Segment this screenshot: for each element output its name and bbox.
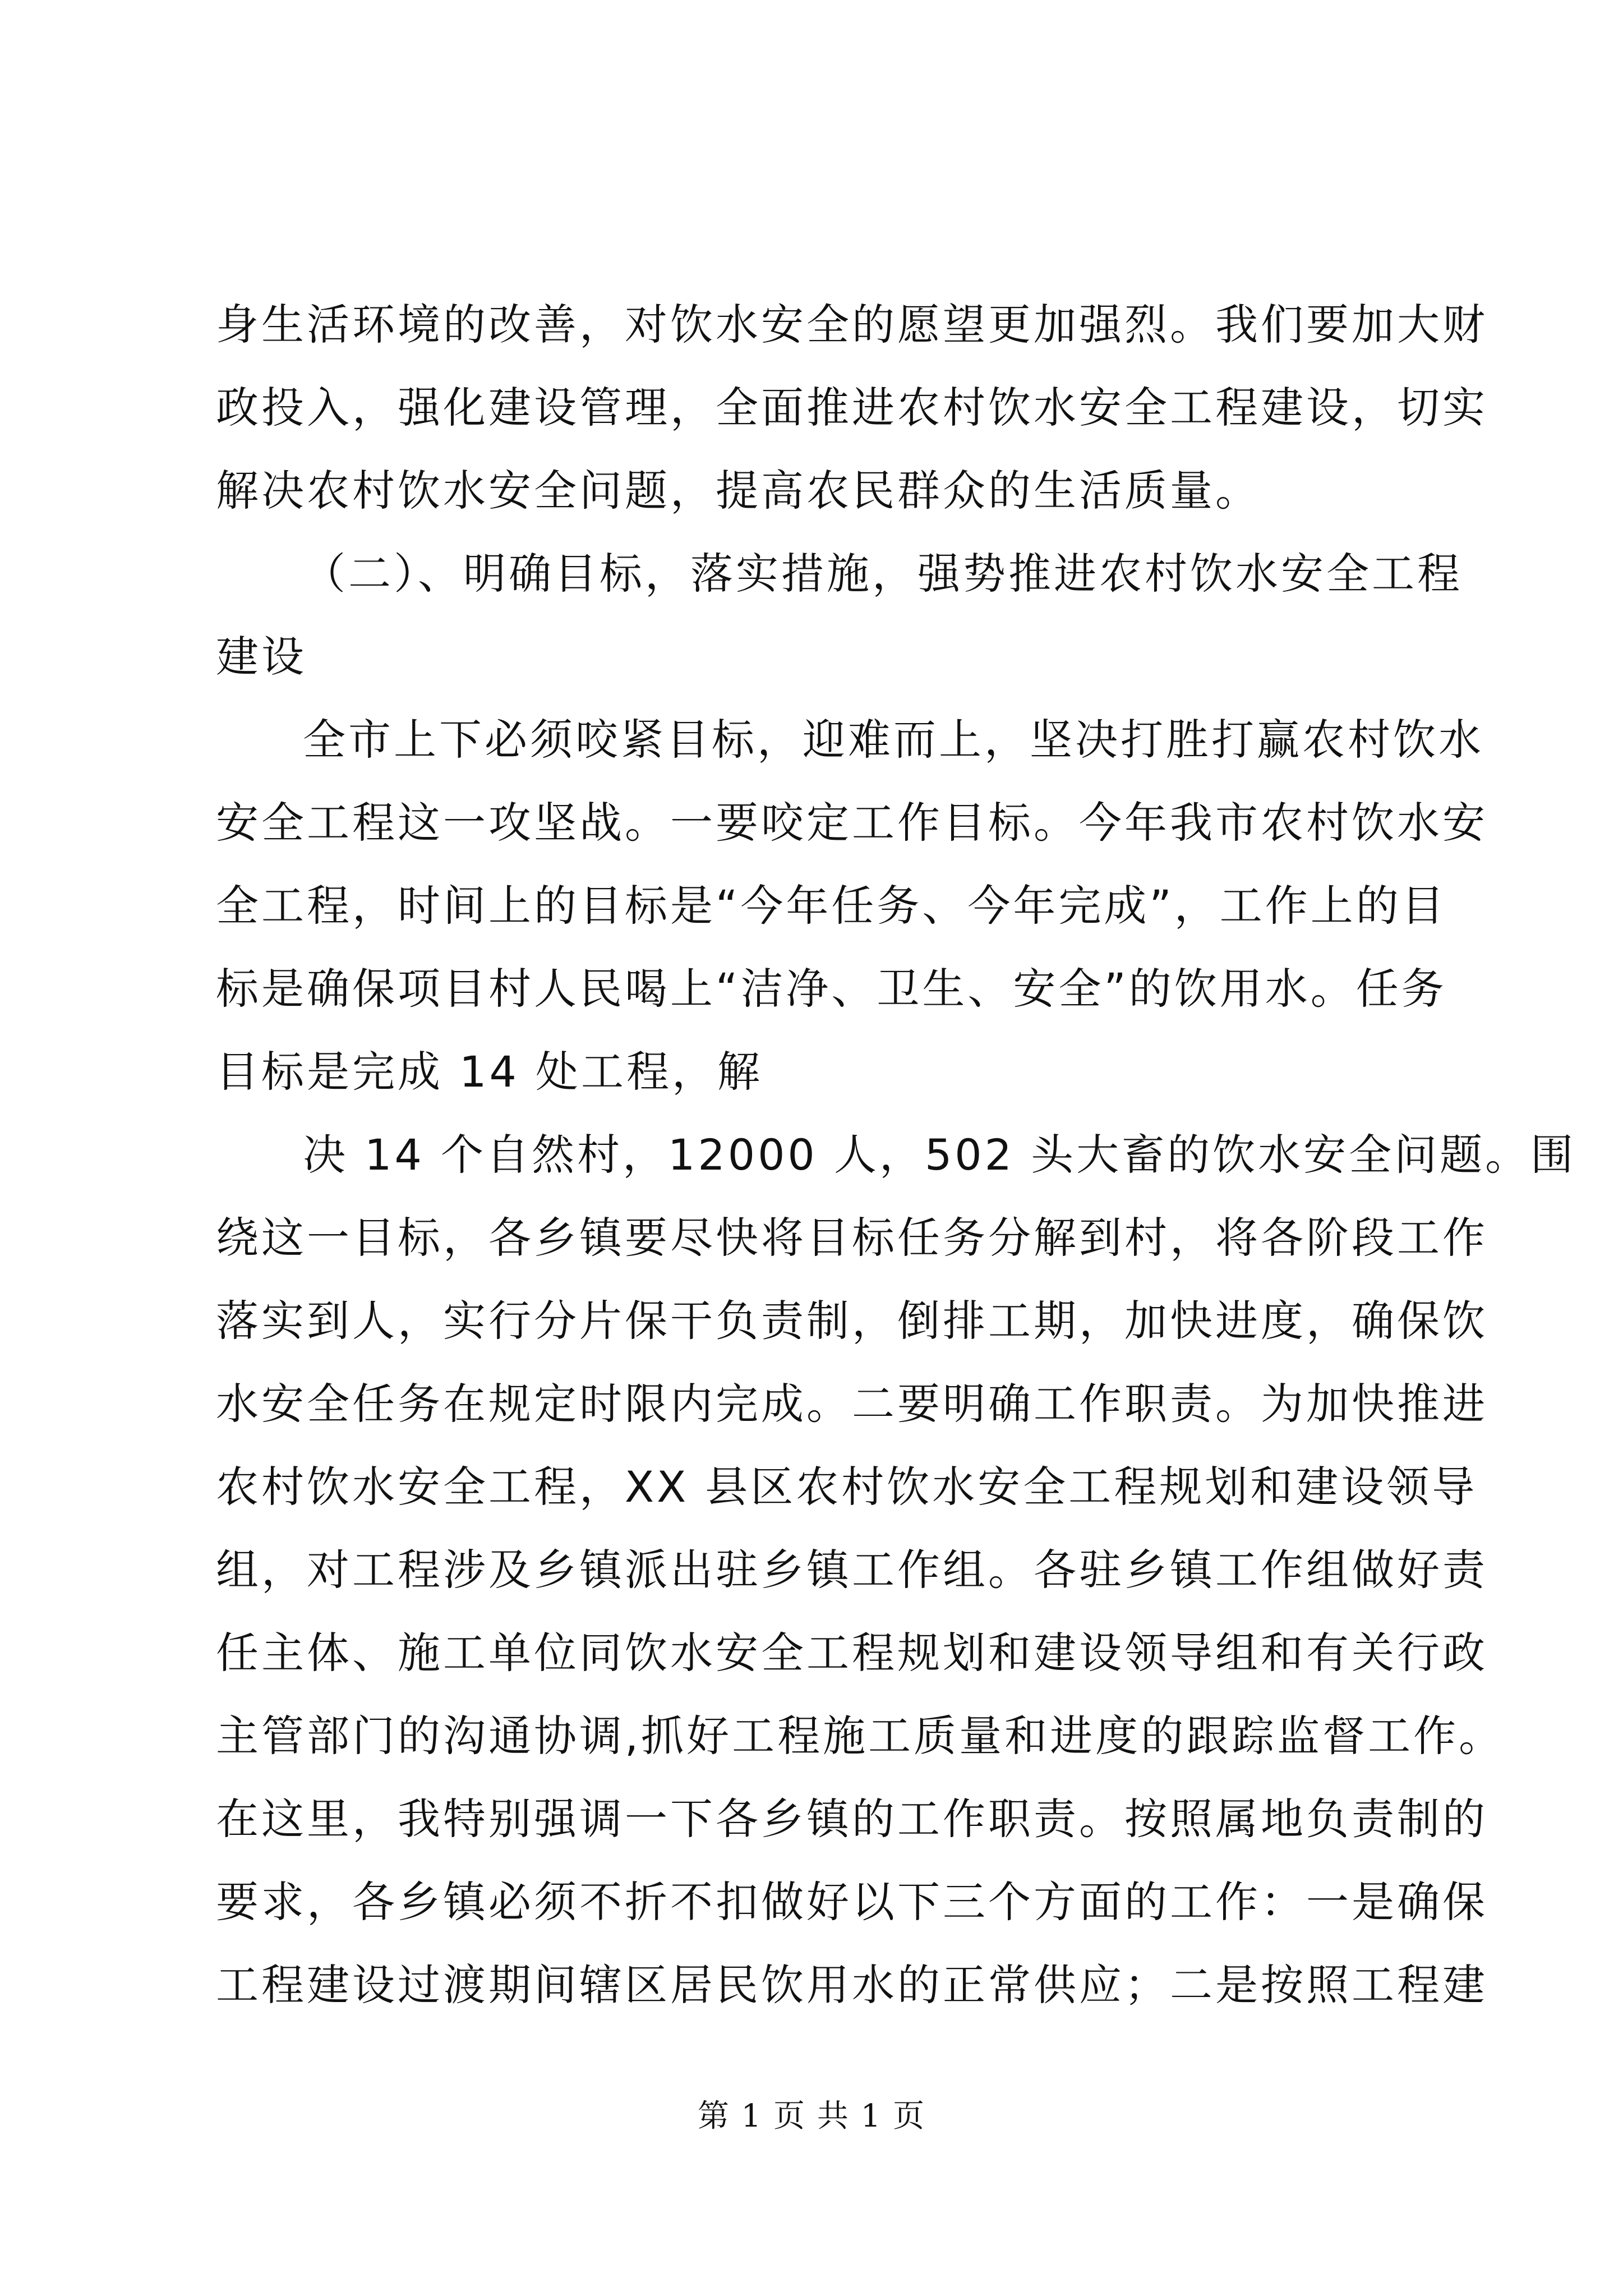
text-line: 农村饮水安全工程，XX 县区农村饮水安全工程规划和建设领导	[216, 1462, 1478, 1512]
text-line: 全工程，时间上的目标是“今年任务、今年完成”，工作上的目	[216, 881, 1447, 931]
paragraph-start-line: 决 14 个自然村，12000 人，502 头大畜的饮水安全问题。围	[303, 1130, 1576, 1180]
text-line: 安全工程这一攻坚战。一要咬定工作目标。今年我市农村饮水安	[216, 798, 1488, 848]
text-line: 水安全任务在规定时限内完成。二要明确工作职责。为加快推进	[216, 1379, 1488, 1429]
text-line: 政投入，强化建设管理，全面推进农村饮水安全工程建设，切实	[216, 383, 1488, 432]
text-line: 绕这一目标，各乡镇要尽快将目标任务分解到村，将各阶段工作	[216, 1213, 1488, 1263]
paragraph-start-line: 全市上下必须咬紧目标，迎难而上，坚决打胜打赢农村饮水	[303, 715, 1484, 765]
text-line: 主管部门的沟通协调,抓好工程施工质量和进度的跟踪监督工作。	[216, 1711, 1505, 1761]
section-heading-line: （二）、明确目标，落实措施，强势推进农村饮水安全工程	[303, 549, 1463, 599]
text-line: 标是确保项目村人民喝上“洁净、卫生、安全”的饮用水。任务	[216, 964, 1447, 1014]
text-line: 工程建设过渡期间辖区居民饮用水的正常供应；二是按照工程建	[216, 1960, 1488, 2010]
section-heading-line: 建设	[216, 632, 307, 682]
text-line: 要求，各乡镇必须不折不扣做好以下三个方面的工作：一是确保	[216, 1877, 1488, 1927]
body-text	[216, 283, 1576, 2027]
text-line: 任主体、施工单位同饮水安全工程规划和建设领导组和有关行政	[216, 1628, 1488, 1678]
text-line: 解决农村饮水安全问题，提高农民群众的生活质量。	[216, 466, 1261, 516]
text-line: 在这里，我特别强调一下各乡镇的工作职责。按照属地负责制的	[216, 1794, 1488, 1844]
text-line: 身生活环境的改善，对饮水安全的愿望更加强烈。我们要加大财	[216, 300, 1488, 349]
text-line: 目标是完成 14 处工程，解	[216, 1047, 763, 1097]
page-number-footer: 第 1 页 共 1 页	[697, 2098, 926, 2134]
text-line: 落实到人，实行分片保干负责制，倒排工期，加快进度，确保饮	[216, 1296, 1488, 1346]
text-line: 组，对工程涉及乡镇派出驻乡镇工作组。各驻乡镇工作组做好责	[216, 1545, 1488, 1595]
